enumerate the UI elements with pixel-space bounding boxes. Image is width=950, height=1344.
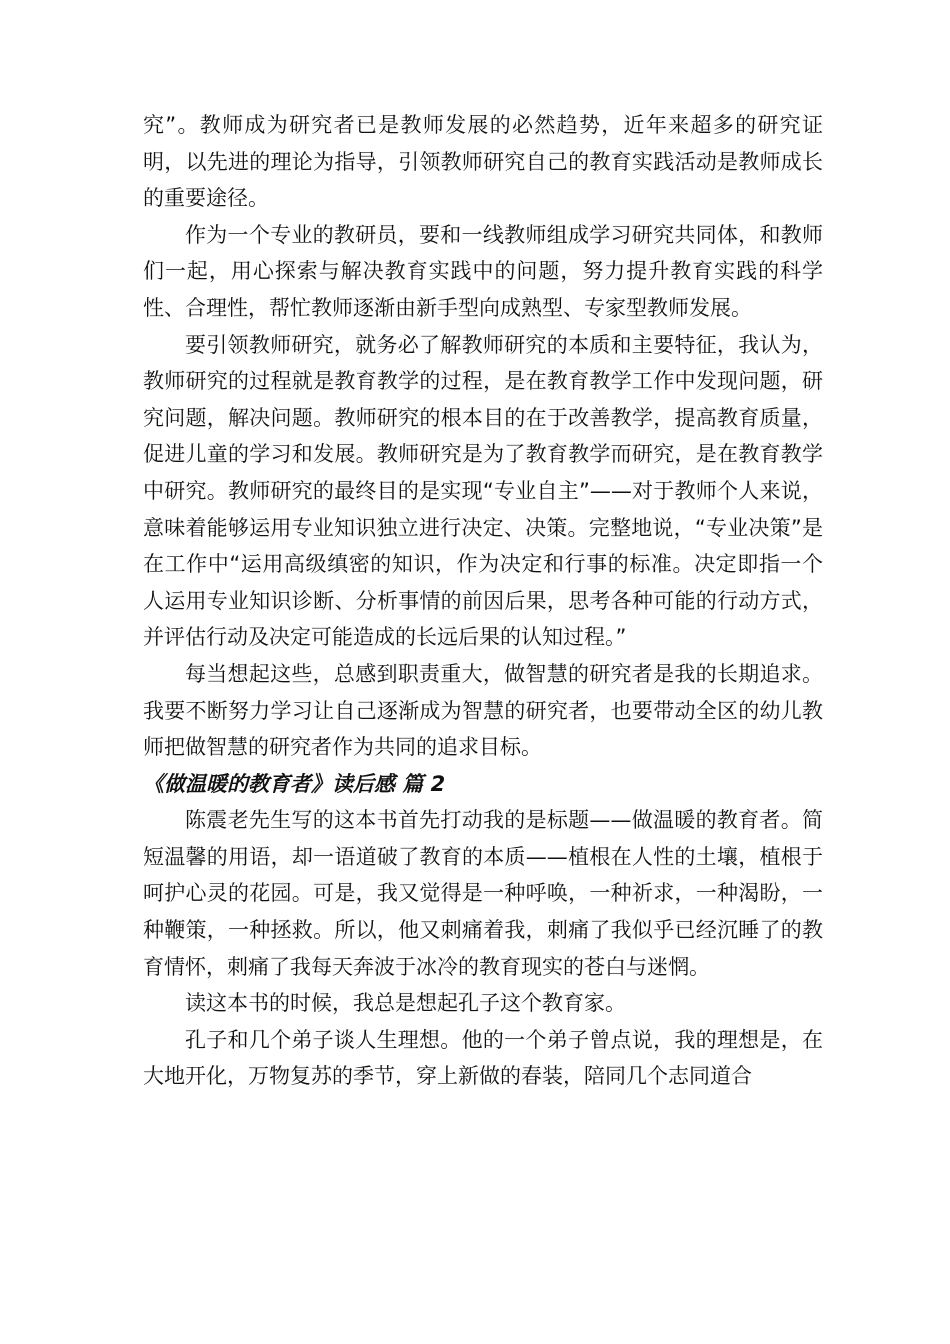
- paragraph-responsibility: 每当想起这些，总感到职责重大，做智慧的研究者是我的长期追求。我要不断努力学习让自己逐渐成为智慧的研究者，也要带动全区的幼儿教师把做智慧的研究者作为共同的追求目标。: [143, 661, 823, 760]
- paragraph-researcher-role: 作为一个专业的教研员，要和一线教师组成学习研究共同体，和教师们一起，用心探索与解决教育实践中的问题，努力提升教育实践的科学性、合理性，帮忙教师逐渐由新手型向成熟型、专家型教师发展。: [143, 222, 823, 320]
- paragraph-teacher-research: 要引领教师研究，就务必了解教师研究的本质和主要特征，我认为，教师研究的过程就是教育教学的过程，是在教育教学工作中发现问题，研究问题，解决问题。教师研究的根本目的在于改善教学，提高教育质量，促进儿童的学习和发展。教师研究是为了教育教学而研究，是在教育教学中研究。教师研究的最终目的是实现“专业自主”——对于教师个人来说，意味着能够运用专业知识独立进行决定、决策。完整地说，“专业决策”是在工作中“运用高级缜密的知识，作为决定和行事的标准。决定即指一个人运用专业知识诊断、分析事情的前因后果，思考各种可能的行动方式，并评估行动及决定可能造成的长远后果的认知过程。”: [143, 332, 823, 650]
- paragraph-confucius: 读这本书的时候，我总是想起孔子这个教育家。: [185, 991, 626, 1016]
- document-body: [143, 107, 823, 1095]
- paragraph-book-title: 陈震老先生写的这本书首先打动我的是标题——做温暖的教育者。简短温馨的用语，却一语道破了教育的本质——植根在人性的土壤，植根于呵护心灵的花园。可是，我又觉得是一种呼唤，一种祈求，一种渴盼，一种鞭策，一种拯救。所以，他又刺痛着我，刺痛了我似乎已经沉睡了的教育情怀，刺痛了我每天奔波于冰冷的教育现实的苍白与迷惘。: [143, 808, 823, 979]
- paragraph-disciples: 孔子和几个弟子谈人生理想。他的一个弟子曾点说，我的理想是，在大地开化，万物复苏的季节，穿上新做的春装，陪同几个志同道合: [143, 1027, 823, 1089]
- paragraph-continued: 究”。教师成为研究者已是教师发展的必然趋势，近年来超多的研究证明，以先进的理论为指导，引领教师研究自己的教育实践活动是教师成长的重要途径。: [143, 113, 823, 211]
- section-heading: 《做温暖的教育者》读后感 篇 2: [143, 771, 446, 796]
